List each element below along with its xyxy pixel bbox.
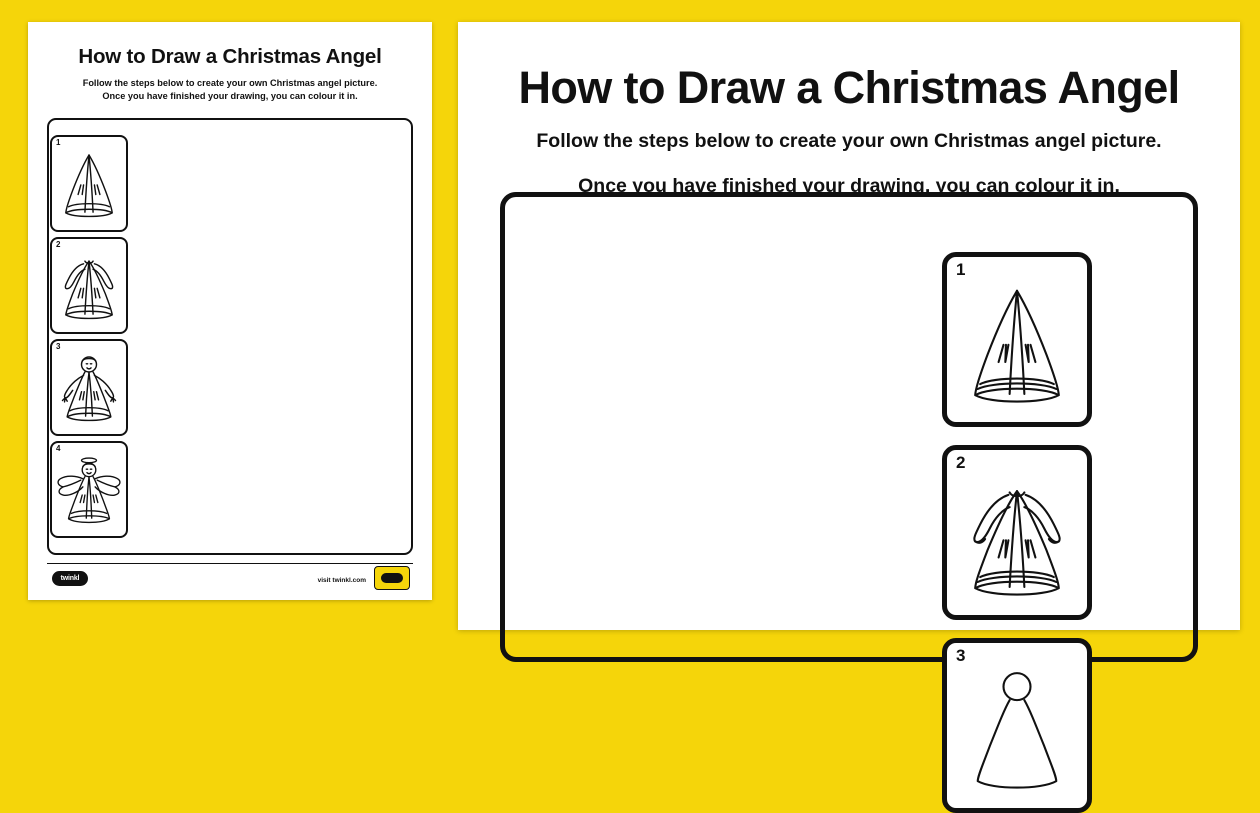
preview-page-title: How to Draw a Christmas Angel: [78, 45, 382, 68]
preview-step-2-number: 2: [56, 240, 61, 249]
preview-step-2: [50, 237, 128, 334]
preview-step-3: [50, 339, 128, 436]
worksheet-instructions-line-1: Follow the steps below to create your own Christmas angel picture.: [536, 130, 1162, 153]
preview-step-1-number: 1: [56, 138, 61, 147]
twinkl-badge-icon: [374, 566, 410, 590]
preview-footer-divider: [47, 563, 413, 564]
preview-visit-text: visit twinkl.com: [317, 577, 366, 584]
worksheet-sheet[interactable]: [458, 22, 1240, 665]
angel-with-head-icon-large: [953, 667, 1081, 802]
worksheet-title: How to Draw a Christmas Angel: [518, 62, 1180, 113]
angel-dress-outline-icon: [55, 147, 123, 227]
worksheet-step-1-number: 1: [956, 260, 966, 279]
worksheet-step-2: [942, 445, 1092, 620]
angel-dress-sleeves-icon: [55, 249, 123, 329]
thumbnail-preview-sheet[interactable]: [28, 22, 432, 600]
angel-dress-outline-icon-large: [953, 281, 1081, 416]
worksheet-step-3-number: 3: [956, 646, 966, 665]
angel-with-head-icon: [55, 351, 123, 431]
worksheet-step-2-number: 2: [956, 453, 966, 472]
preview-instructions-line-2: Once you have finished your drawing, you can colour it in.: [102, 90, 358, 101]
preview-step-4-number: 4: [56, 444, 61, 453]
preview-step-1: [50, 135, 128, 232]
angel-with-wings-icon: [55, 453, 123, 533]
twinkl-logo: twinkl: [52, 571, 88, 586]
worksheet-step-3: [942, 638, 1092, 813]
preview-step-3-number: 3: [56, 342, 61, 351]
angel-dress-sleeves-icon-large: [953, 474, 1081, 609]
worksheet-drawing-frame: [500, 192, 1198, 662]
preview-step-4: [50, 441, 128, 538]
preview-instructions-line-1: Follow the steps below to create your own Christmas angel picture.: [82, 77, 378, 88]
worksheet-instructions-line-2: Once you have finished your drawing, you can colour it in.: [578, 174, 1120, 197]
worksheet-step-1: [942, 252, 1092, 427]
